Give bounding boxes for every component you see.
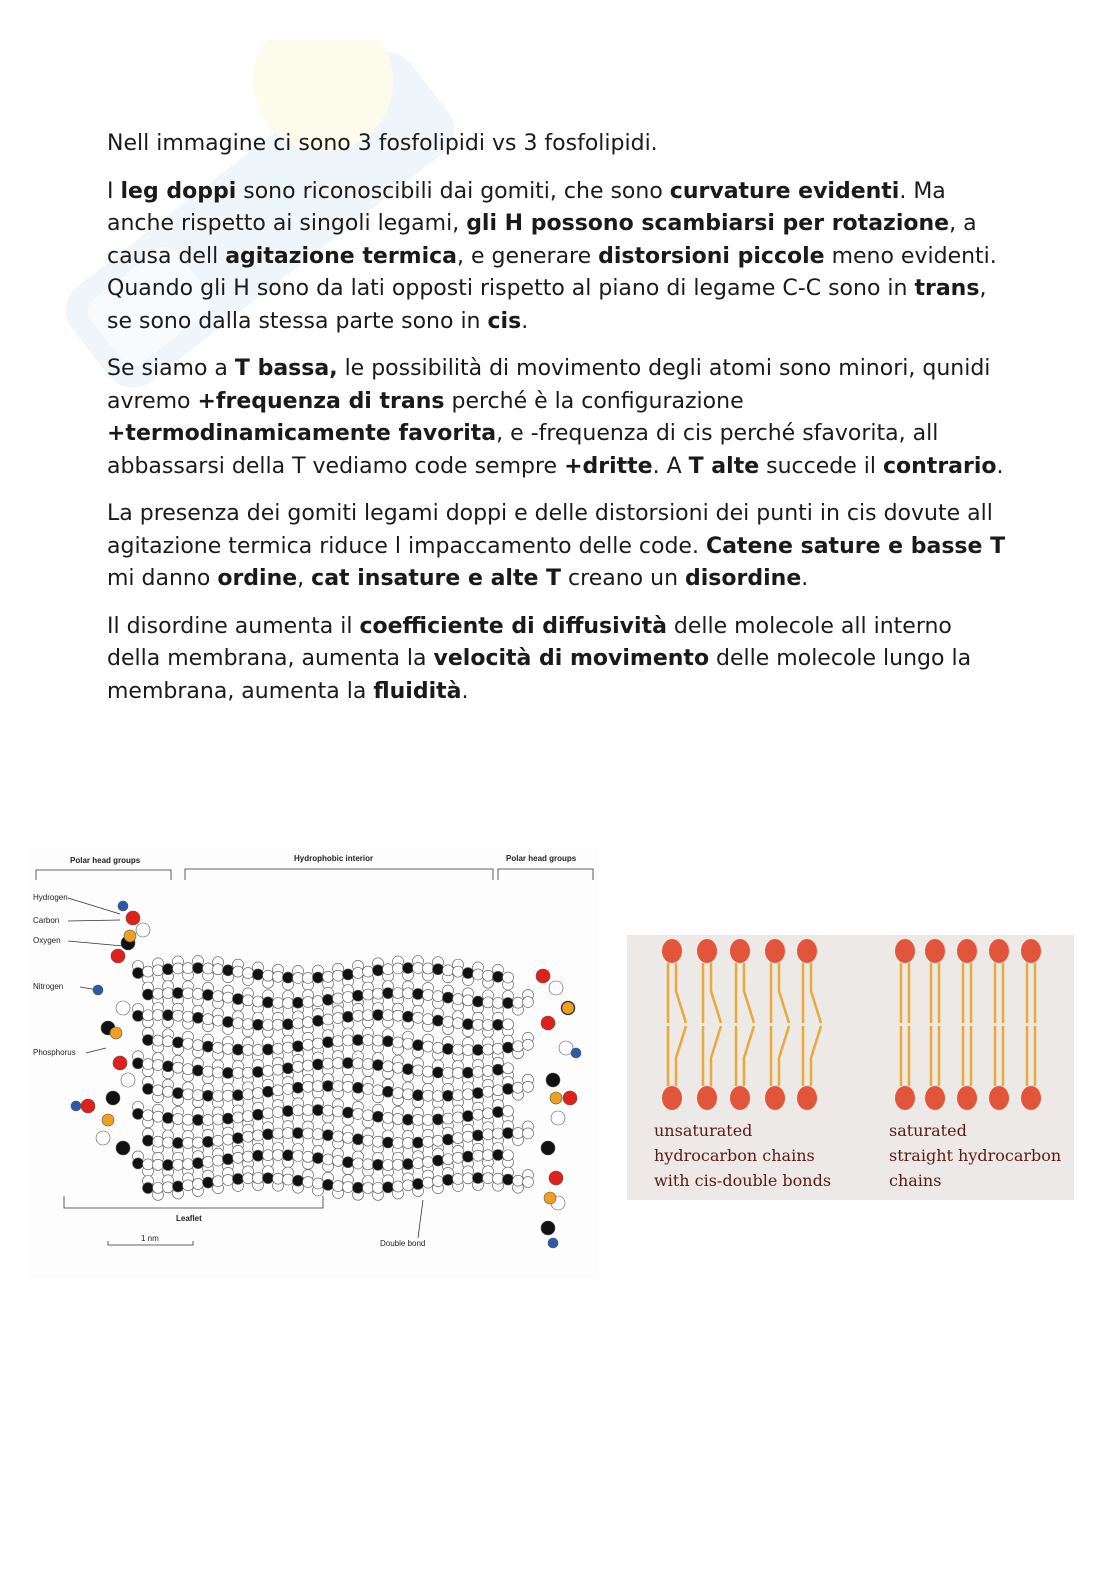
body-text (107, 128, 1007, 723)
header-polar-right: Polar head groups (506, 854, 577, 863)
caption-saturated-1: saturated (889, 1121, 967, 1140)
bold-term: T bassa, (234, 356, 338, 381)
text-run: , e -frequenza di cis perché sfavorita, all abbassarsi della T vediamo code sempre (107, 421, 939, 479)
bold-term: +termodinamicamente favorita (107, 421, 497, 446)
bold-term: cis (487, 308, 522, 334)
bold-term: leg doppi (120, 178, 237, 204)
bold-term: coefficiente di diffusività (359, 613, 667, 639)
paragraph-5 (107, 611, 1007, 709)
bold-term: velocità di movimento (433, 646, 710, 671)
paragraph-3 (107, 353, 1007, 483)
text-run: Il disordine aumenta il (107, 613, 360, 639)
paragraph-1 (107, 128, 1007, 161)
bold-term: +dritte (564, 453, 653, 479)
text-run: mi danno (107, 566, 218, 591)
label-nitrogen: Nitrogen (33, 982, 64, 991)
caption-saturated-2: straight hydrocarbon (889, 1146, 1062, 1165)
bold-term: fluidità (373, 678, 462, 704)
caption-unsaturated-3: with cis-double bonds (654, 1171, 832, 1190)
text-run: I (107, 178, 121, 204)
caption-saturated-3: chains (889, 1171, 942, 1190)
text-run: . Ma anche rispetto ai singoli legami, (107, 178, 946, 236)
label-scale: 1 nm (141, 1234, 159, 1243)
text-run: . (521, 308, 529, 334)
caption-unsaturated-2: hydrocarbon chains (654, 1146, 815, 1165)
text-run: , a causa dell (107, 211, 977, 269)
bold-term: gli H possono scambiarsi per rotazione (466, 211, 950, 236)
text-run: meno evidenti. Quando gli H sono da lati opposti rispetto al piano di legame C-C sono in (107, 243, 997, 301)
text-run: , e generare (457, 243, 599, 269)
bold-term: agitazione termica (225, 243, 458, 269)
label-double-bond: Double bond (380, 1239, 426, 1248)
bold-term: distorsioni piccole (598, 243, 825, 269)
label-leaflet: Leaflet (176, 1214, 202, 1223)
phospholipid-bilayer-figure (28, 848, 598, 1278)
bold-term: contrario (882, 453, 997, 479)
text-run: delle molecole all interno della membrana, aumenta la (107, 613, 952, 671)
text-run: La presenza dei gomiti legami doppi e delle distorsioni dei punti in cis dovute all agitazione termica riduce l impaccamento delle code. (107, 501, 993, 559)
text-run: perché è la configurazione (444, 388, 744, 414)
label-phosphorus: Phosphorus (33, 1048, 76, 1057)
bold-term: cat insature e alte T (311, 566, 562, 591)
label-hydrogen: Hydrogen (33, 893, 68, 902)
bold-term: trans (914, 276, 980, 301)
caption-unsaturated-1: unsaturated (654, 1121, 753, 1140)
text-run: succede il (759, 453, 883, 479)
header-polar-left: Polar head groups (70, 856, 141, 865)
text-run: creano un (561, 566, 686, 591)
header-hydrophobic: Hydrophobic interior (294, 854, 374, 863)
text-run: Se siamo a (107, 356, 235, 381)
text-run: Nell immagine ci sono 3 fosfolipidi vs 3 fosfolipidi. (107, 131, 658, 156)
text-run: sono riconoscibili dai gomiti, che sono (236, 178, 670, 204)
bold-term: curvature evidenti (669, 178, 900, 204)
bold-term: T alte (688, 453, 760, 479)
text-run: , se sono dalla stessa parte sono in (107, 276, 987, 334)
bold-term: +frequenza di trans (197, 388, 445, 414)
bold-term: ordine (217, 566, 298, 591)
text-run: . (801, 566, 809, 591)
text-run: . (461, 678, 469, 704)
text-run: . A (652, 453, 689, 479)
bold-term: Catene sature e basse T (705, 533, 1006, 559)
text-run: le possibilità di movimento degli atomi sono minori, qunidi avremo (107, 356, 991, 414)
label-oxygen: Oxygen (33, 936, 61, 945)
lipid-chain-figure (627, 935, 1074, 1200)
lipid-cartoons (662, 939, 1041, 1110)
text-run: delle molecole lungo la membrana, aumenta la (107, 646, 972, 704)
text-run: . (996, 453, 1004, 479)
label-carbon: Carbon (33, 916, 60, 925)
atom-model (71, 901, 581, 1248)
paragraph-4 (107, 498, 1007, 596)
bold-term: disordine (685, 566, 802, 591)
text-run: , (297, 566, 312, 591)
paragraph-2 (107, 176, 1007, 339)
